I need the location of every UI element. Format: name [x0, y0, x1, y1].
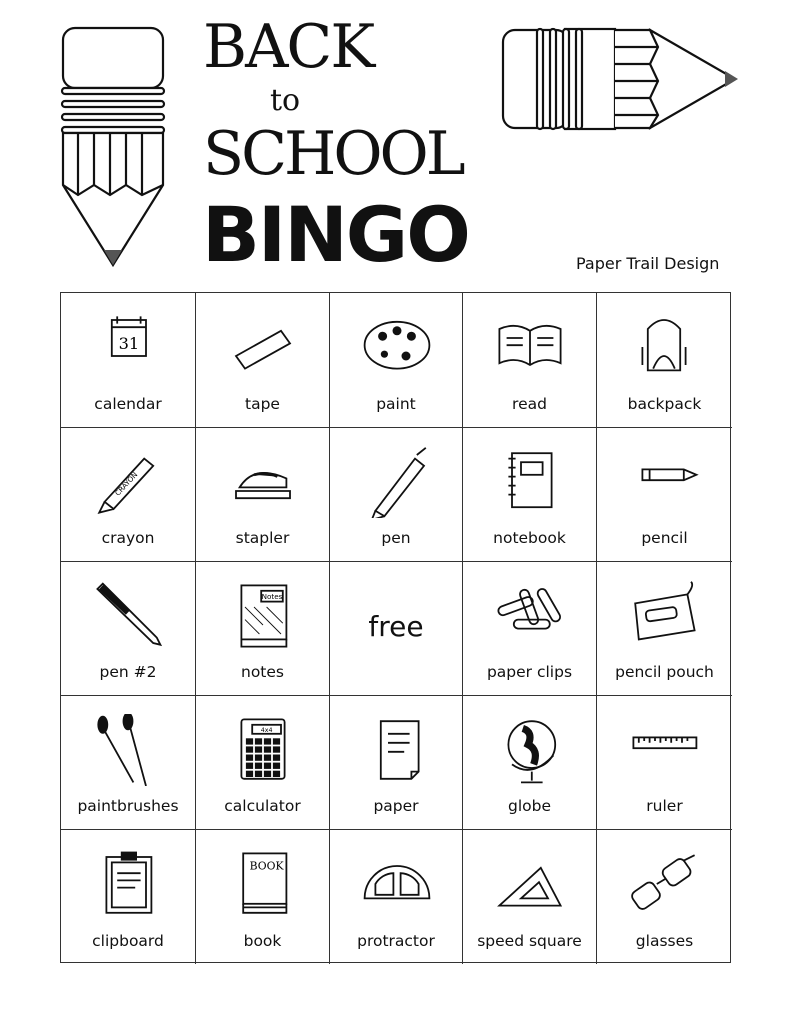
- crayon-icon: [88, 446, 168, 518]
- cell-label: book: [243, 932, 282, 950]
- calendar-icon: [88, 311, 168, 383]
- cell-label: calendar: [94, 395, 162, 413]
- bingo-cell: [463, 830, 597, 964]
- bingo-cell: [330, 562, 463, 696]
- glasses-icon: [624, 848, 704, 920]
- cell-label: notebook: [493, 529, 566, 547]
- book-icon: [223, 848, 303, 920]
- bingo-cell: [330, 428, 463, 562]
- bingo-cell: [597, 696, 732, 830]
- notes-icon: [223, 580, 303, 652]
- cell-label: paintbrushes: [77, 797, 179, 815]
- clipboard-icon: [88, 848, 168, 920]
- svg-text:31: 31: [118, 333, 140, 353]
- cell-label: protractor: [357, 932, 435, 950]
- svg-text:BOOK: BOOK: [249, 859, 284, 873]
- cell-label: paper clips: [486, 663, 573, 681]
- title-to: to: [270, 83, 301, 118]
- title-school: SCHOOL: [203, 119, 463, 189]
- svg-text:Notes: Notes: [261, 591, 283, 601]
- bingo-cell: [597, 293, 732, 428]
- cell-label: pen: [381, 529, 411, 547]
- cell-label: glasses: [635, 932, 694, 950]
- bingo-cell: [330, 293, 463, 428]
- cell-label: pencil: [641, 529, 688, 547]
- bingo-cell: [597, 428, 732, 562]
- pen2-icon: [88, 580, 168, 652]
- open-book-icon: [490, 311, 570, 383]
- pencil-icon: [624, 446, 704, 518]
- paintbrushes-icon: [88, 714, 168, 786]
- stapler-icon: [223, 446, 303, 518]
- ruler-icon: [624, 714, 704, 786]
- vertical-pencil-icon: [60, 25, 168, 270]
- bingo-cell: [330, 696, 463, 830]
- tape-icon: [223, 311, 303, 383]
- cell-label: clipboard: [92, 932, 164, 950]
- cell-label: calculator: [224, 797, 301, 815]
- bingo-cell: [463, 428, 597, 562]
- bingo-cell: [196, 428, 330, 562]
- pencil-pouch-icon: [624, 580, 704, 652]
- brand-credit: Paper Trail Design: [576, 254, 720, 273]
- bingo-cell: [61, 428, 196, 562]
- cell-label: notes: [241, 663, 284, 681]
- paper-clips-icon: [490, 580, 570, 652]
- bingo-cell: [463, 293, 597, 428]
- cell-label: tape: [245, 395, 280, 413]
- cell-label: pencil pouch: [615, 663, 714, 681]
- bingo-cell: [463, 696, 597, 830]
- cell-label: globe: [507, 797, 551, 815]
- speed-square-icon: [490, 848, 570, 920]
- bingo-grid: [60, 292, 731, 963]
- free-space-label: free: [368, 610, 424, 643]
- title-bingo: BINGO: [202, 190, 469, 279]
- cell-label: crayon: [101, 529, 155, 547]
- bingo-cell: [597, 562, 732, 696]
- backpack-icon: [624, 311, 704, 383]
- bingo-cell: [61, 293, 196, 428]
- bingo-cell: [196, 562, 330, 696]
- paint-palette-icon: [357, 311, 437, 383]
- bingo-cell: [463, 562, 597, 696]
- protractor-icon: [357, 848, 437, 920]
- svg-text:4x4: 4x4: [260, 727, 273, 734]
- cell-label: paper: [373, 797, 419, 815]
- horizontal-pencil-icon: [500, 27, 740, 133]
- bingo-cell: [196, 696, 330, 830]
- notebook-icon: [490, 446, 570, 518]
- paper-icon: [357, 714, 437, 786]
- cell-label: ruler: [646, 797, 683, 815]
- calculator-icon: [223, 714, 303, 786]
- cell-label: stapler: [235, 529, 290, 547]
- bingo-cell: [196, 830, 330, 964]
- cell-label: pen #2: [99, 663, 157, 681]
- title-back: BACK: [203, 12, 374, 82]
- bingo-cell: [61, 830, 196, 964]
- svg-text:CRAYON: CRAYON: [112, 470, 140, 498]
- cell-label: speed square: [477, 932, 582, 950]
- cell-label: read: [512, 395, 547, 413]
- bingo-cell: [330, 830, 463, 964]
- cell-label: paint: [376, 395, 416, 413]
- bingo-cell: [61, 562, 196, 696]
- cell-label: backpack: [627, 395, 702, 413]
- bingo-cell: [196, 293, 330, 428]
- bingo-cell: [597, 830, 732, 964]
- globe-icon: [490, 714, 570, 786]
- bingo-cell: [61, 696, 196, 830]
- pen-icon: [357, 446, 437, 518]
